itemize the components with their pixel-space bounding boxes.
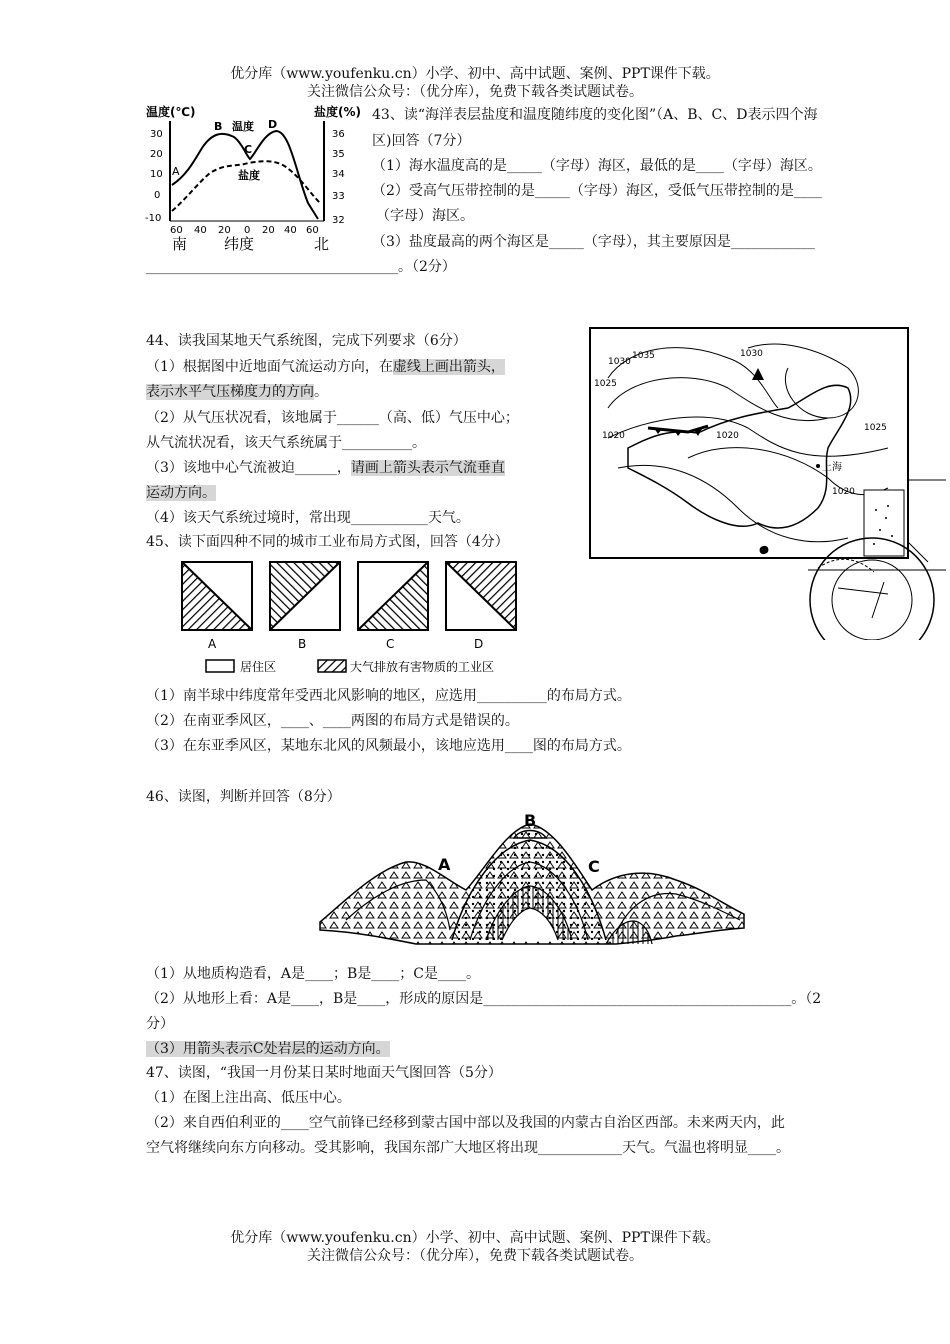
q44-sub-2: （2）从气压状况看，该地属于______（高、低）气压中心； [146, 410, 519, 426]
q46-title: 46、读图，判断并回答（8分） [146, 789, 341, 805]
q46-sub-3 [146, 1040, 390, 1059]
chart-ylabel-left: 温度(℃) [146, 105, 196, 119]
q45-sub-2: （2）在南亚季风区，____、____两图的布局方式是错误的。 [146, 713, 519, 729]
right-tick: 35 [332, 149, 345, 160]
layout-label-c: C [386, 637, 395, 651]
x-tick: 60 [306, 225, 319, 236]
x-tick: 20 [262, 225, 275, 236]
structure-label-c: C [588, 857, 600, 876]
q43-sub-1: （1）海水温度高的是_____（字母）海区，最低的是____（字母）海区。 [372, 158, 822, 174]
x-tick: 0 [244, 225, 251, 236]
q45-sub-3: （3）在东亚季风区，某地东北风的风频最小，该地应选用____图的布局方式。 [146, 738, 631, 754]
city-label: 上海 [822, 462, 842, 473]
q43-sub-2: （2）受高气压带控制的是_____（字母）海区，受低气压带控制的是____ [372, 183, 822, 199]
header-line-2: 关注微信公众号：（优分库），免费下载各类试题试卷。 [307, 84, 643, 100]
q44-sub-1-text: （1）根据图中近地面气流运动方向，在 [146, 359, 393, 375]
left-tick: 20 [150, 149, 163, 160]
right-tick: 34 [332, 169, 345, 180]
left-tick: 10 [150, 169, 163, 180]
x-label: 纬度 [224, 235, 255, 253]
temperature-salinity-chart [142, 103, 374, 253]
q44-sub-1 [146, 358, 505, 377]
q44-sub-3 [146, 459, 505, 478]
chart-ylabel-right: 盐度(%) [314, 105, 361, 119]
q46-sub-3-highlight: （3）用箭头表示C处岩层的运动方向。 [146, 1041, 390, 1057]
structure-label-b: B [524, 811, 537, 830]
x-tick: 40 [284, 225, 297, 236]
x-south: 南 [172, 235, 188, 253]
x-north: 北 [314, 235, 330, 253]
q45-title: 45、读下面四种不同的城市工业布局方式图，回答（4分） [146, 534, 509, 550]
x-tick: 40 [194, 225, 207, 236]
q46-sub-1: （1）从地质构造看，A是____；B是____；C是____。 [146, 966, 481, 982]
q44-sub-3-highlight: 请画上箭头表示气流垂直 [350, 460, 505, 476]
right-tick: 33 [332, 191, 345, 202]
q44-sub-1b-highlight: 表示水平气压梯度力的方向 [146, 384, 314, 400]
q47-sub-2b: 空气将继续向东方向移动。受其影响，我国东部广大地区将出现____________天气。气温也将明显____。 [146, 1140, 790, 1156]
q46-sub-2: （2）从地形上看：A是____，B是____，形成的原因是____________________________________________。（2 [146, 991, 822, 1007]
q44-sub-1-highlight: 虚线上画出箭头， [392, 359, 505, 375]
layout-label-a: A [208, 637, 217, 651]
q44-sub-1c: 。 [314, 384, 328, 400]
point-d: D [268, 118, 278, 131]
isobar-label: 1020 [716, 431, 739, 441]
right-tick: 36 [332, 129, 345, 140]
point-b: B [214, 120, 223, 133]
salinity-label: 盐度 [238, 169, 260, 182]
q43-sub-2b: （字母）海区。 [376, 208, 474, 224]
footer-line-1: 优分库（www.youfenku.cn）小学、初中、高中试题、案例、PPT课件下载。 [230, 1230, 720, 1246]
q43-intro-2: 区)回答（7分） [372, 133, 471, 149]
isobar-label: 1025 [864, 423, 887, 433]
point-a: A [172, 165, 180, 178]
isobar-label: 1020 [832, 487, 855, 497]
q44-sub-3b-highlight: 运动方向。 [146, 485, 216, 501]
x-tick: 60 [170, 225, 183, 236]
layout-label-b: B [298, 637, 307, 651]
q44-title: 44、读我国某地天气系统图，完成下列要求（6分） [146, 333, 467, 349]
x-tick: 20 [218, 225, 231, 236]
q47-title: 47、读图，“我国一月份某日某时地面天气图回答（5分） [146, 1065, 502, 1081]
layout-label-d: D [474, 637, 484, 651]
left-tick: -10 [145, 213, 162, 224]
q44-sub-1-cont [146, 383, 328, 402]
q43-sub-3: （3）盐度最高的两个海区是_____（字母），其主要原因是____________ [372, 234, 815, 250]
q47-sub-1: （1）在图上注出高、低压中心。 [146, 1090, 351, 1106]
weather-map [588, 318, 948, 640]
q43-intro-1: 43、读“海洋表层盐度和温度随纬度的变化图”（A、B、C、D表示四个海 [372, 107, 818, 123]
isobar-label: 1030 [740, 349, 763, 359]
q44-sub-3-cont [146, 484, 216, 503]
structure-label-a: A [438, 855, 451, 874]
temperature-label: 温度 [232, 120, 254, 133]
q47-sub-2: （2）来自西伯利亚的____空气前锋已经移到蒙古国中部以及我国的内蒙古自治区西部。未来两天内，此 [146, 1115, 785, 1131]
q44-sub-3-text: （3）该地中心气流被迫______， [146, 460, 351, 476]
left-tick: 30 [150, 129, 163, 140]
geologic-structure-diagram [316, 810, 748, 962]
isobar-label: 1030 [608, 357, 631, 367]
q44-sub-2b: 从气流状况看，该天气系统属于__________。 [146, 435, 426, 451]
isobar-label: 1020 [602, 431, 625, 441]
q46-sub-2b: 分） [146, 1016, 174, 1032]
header-line-1: 优分库（www.youfenku.cn）小学、初中、高中试题、案例、PPT课件下载。 [230, 66, 720, 82]
isobar-label: 1035 [632, 351, 655, 361]
right-tick: 32 [332, 215, 345, 226]
q45-sub-1: （1）南半球中纬度常年受西北风影响的地区，应选用__________的布局方式。 [146, 688, 631, 704]
industry-layout-diagram [176, 556, 536, 678]
q43-sub-3b: ____________________________________。（2分） [146, 259, 456, 275]
legend-residential: 居住区 [240, 660, 277, 674]
point-c: C [244, 143, 253, 156]
legend-industrial: 大气排放有害物质的工业区 [350, 660, 495, 674]
isobar-label: 1025 [594, 379, 617, 389]
left-tick: 0 [154, 190, 161, 201]
footer-line-2: 关注微信公众号：（优分库），免费下载各类试题试卷。 [307, 1248, 643, 1264]
q44-sub-4: （4）该天气系统过境时，常出现___________天气。 [146, 510, 470, 526]
